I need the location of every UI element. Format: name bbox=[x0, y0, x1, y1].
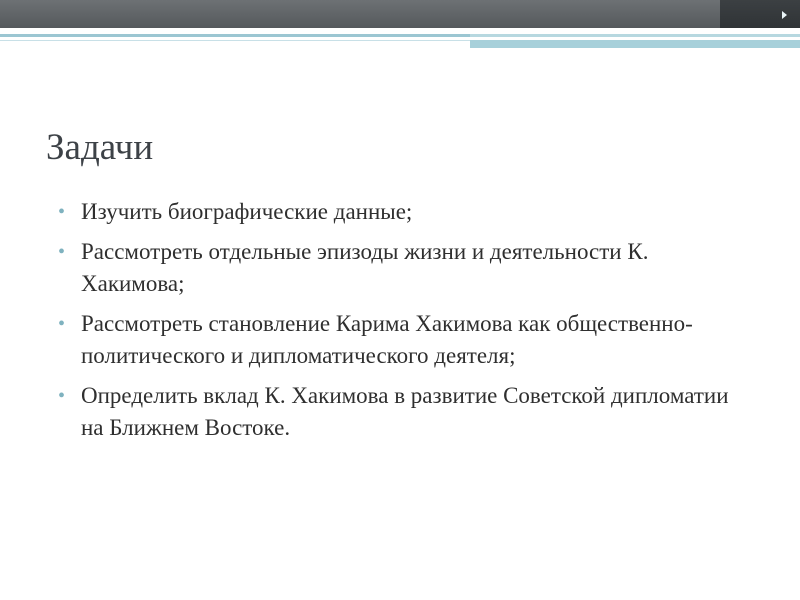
bullet-item bbox=[55, 236, 755, 300]
bullet-dot-icon: • bbox=[58, 385, 66, 407]
bullet-text: Рассмотреть отдельные эпизоды жизни и деятельности К. Хакимова; bbox=[81, 239, 649, 296]
header-band bbox=[0, 0, 800, 28]
header-accent-bar-top bbox=[470, 34, 800, 37]
header-accent-thin-line bbox=[0, 40, 470, 41]
bullet-list bbox=[55, 196, 755, 452]
bullet-dot-icon: • bbox=[58, 201, 66, 223]
header-band-dark-segment bbox=[720, 0, 800, 28]
header-accent-line bbox=[0, 34, 470, 37]
header-accent-bar bbox=[470, 40, 800, 48]
bullet-item bbox=[55, 196, 755, 228]
bullet-item bbox=[55, 380, 755, 444]
corner-arrow-icon bbox=[782, 11, 787, 19]
bullet-item bbox=[55, 308, 755, 372]
bullet-dot-icon: • bbox=[58, 313, 66, 335]
bullet-text: Определить вклад К. Хакимова в развитие Советской дипломатии на Ближнем Востоке. bbox=[81, 383, 729, 440]
bullet-dot-icon: • bbox=[58, 241, 66, 263]
slide-title: Задачи bbox=[46, 127, 154, 168]
bullet-text: Рассмотреть становление Карима Хакимова как общественно-политического и дипломатического деятеля; bbox=[81, 311, 693, 368]
bullet-text: Изучить биографические данные; bbox=[81, 199, 413, 224]
